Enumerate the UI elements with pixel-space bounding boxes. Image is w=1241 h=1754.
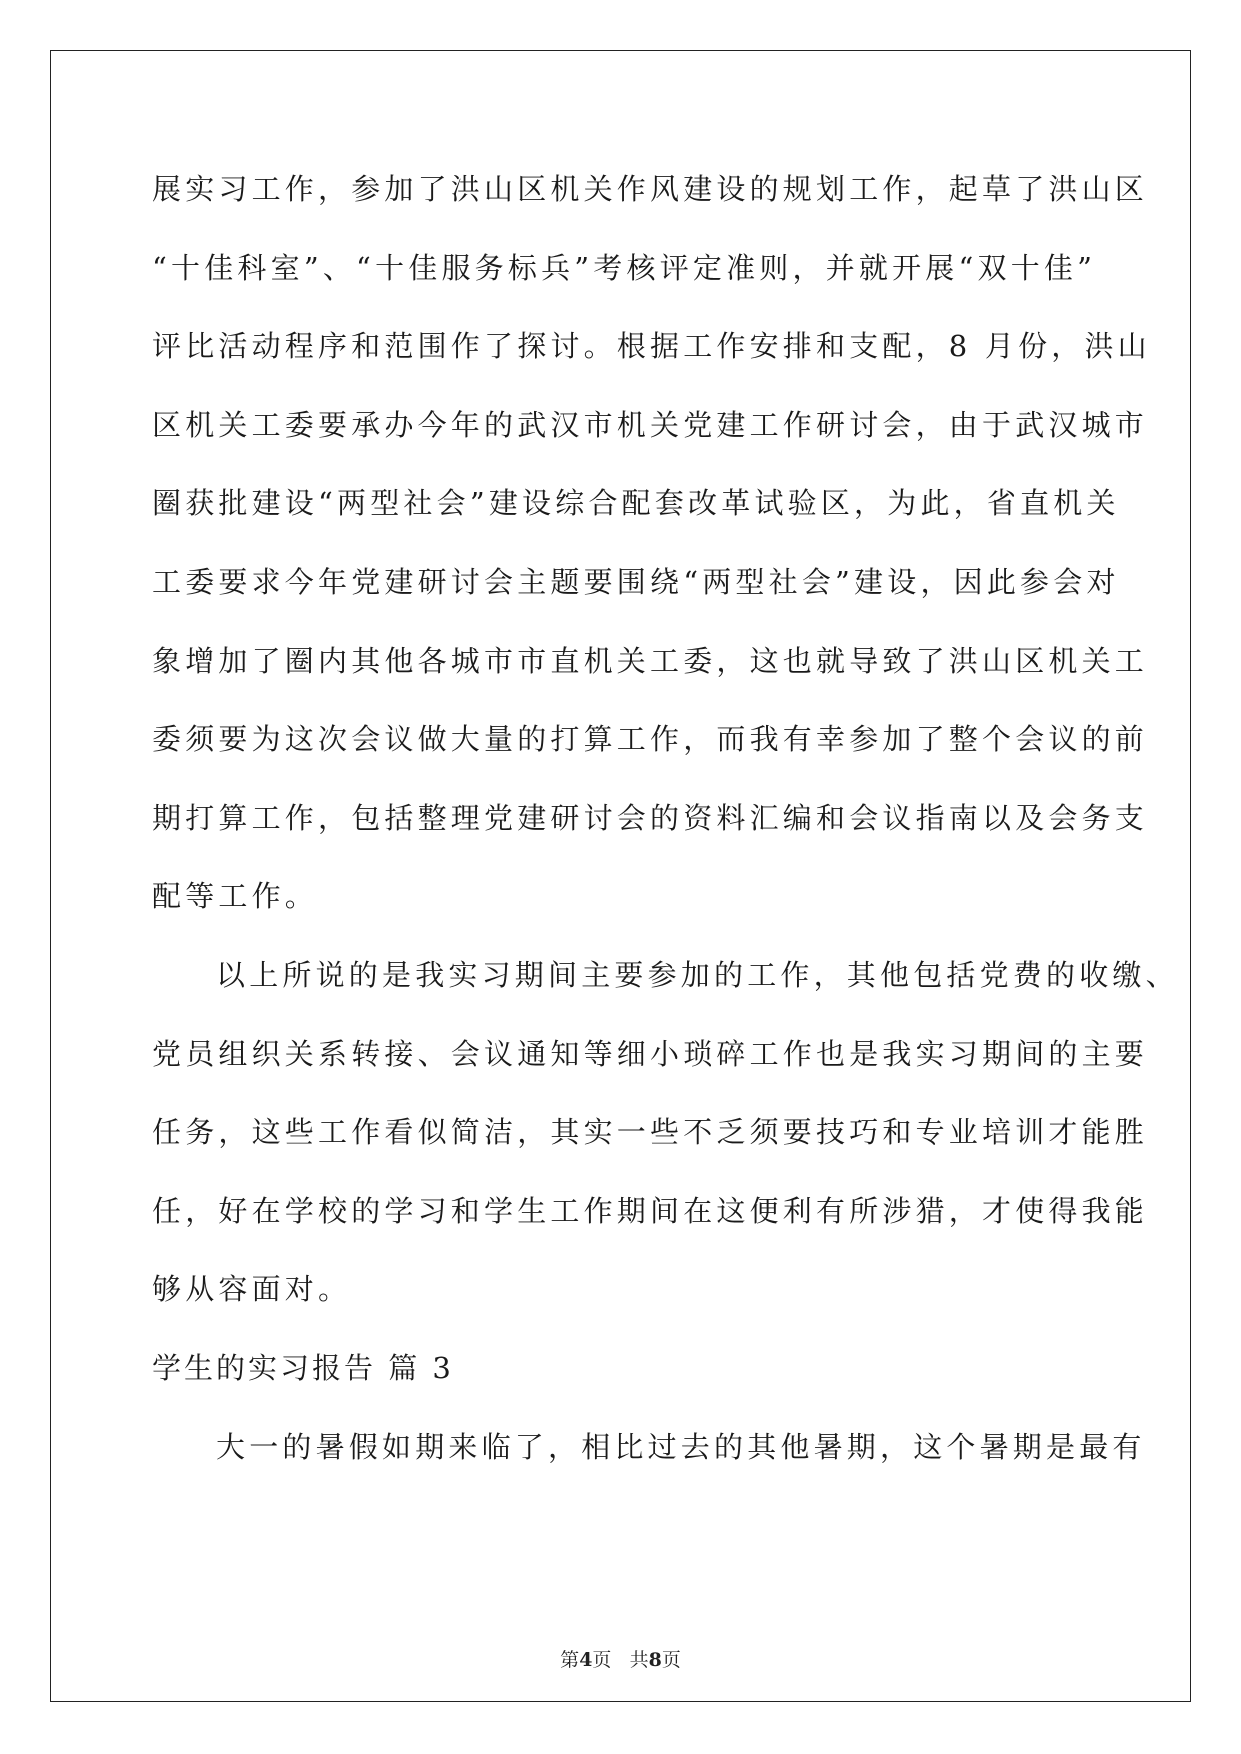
- paragraph-line: 期打算工作，包括整理党建研讨会的资料汇编和会议指南以及会务支: [152, 800, 1149, 835]
- footer-total-unit: 页: [661, 1649, 681, 1671]
- footer-total-pages: 8: [648, 1649, 662, 1671]
- footer-total-prefix: 共: [629, 1649, 649, 1671]
- footer-page-unit: 页: [592, 1649, 612, 1671]
- paragraph-line: 评比活动程序和范围作了探讨。根据工作安排和支配，8 月份，洪山: [152, 329, 1151, 364]
- section-heading: 学生的实习报告 篇 3: [152, 1350, 454, 1385]
- document-body: [152, 150, 1179, 1486]
- paragraph-line: 圈获批建设“两型社会”建设综合配套改革试验区，为此，省直机关: [152, 486, 1120, 521]
- paragraph-line: 配等工作。: [152, 879, 319, 914]
- paragraph-line: 象增加了圈内其他各城市市直机关工委，这也就导致了洪山区机关工: [152, 643, 1149, 678]
- paragraph-line: 够从容面对。: [152, 1272, 352, 1307]
- footer-prefix: 第: [560, 1649, 580, 1671]
- paragraph-line: 委须要为这次会议做大量的打算工作，而我有幸参加了整个会议的前: [152, 722, 1149, 757]
- paragraph-line: 区机关工委要承办今年的武汉市机关党建工作研讨会，由于武汉城市: [152, 407, 1149, 442]
- page-footer: [0, 1645, 1241, 1672]
- paragraph-line: 大一的暑假如期来临了，相比过去的其他暑期，这个暑期是最有: [216, 1429, 1146, 1464]
- footer-page-number: 4: [579, 1649, 593, 1671]
- paragraph-line: 展实习工作，参加了洪山区机关作风建设的规划工作，起草了洪山区: [152, 172, 1149, 206]
- paragraph-line: 以上所说的是我实习期间主要参加的工作，其他包括党费的收缴、: [216, 957, 1179, 992]
- paragraph-line: “十佳科室”、“十佳服务标兵”考核评定准则，并就开展“双十佳”: [152, 250, 1097, 285]
- paragraph-line: 工委要求今年党建研讨会主题要围绕“两型社会”建设，因此参会对: [152, 564, 1120, 599]
- paragraph-line: 任，好在学校的学习和学生工作期间在这便利有所涉猎，才使得我能: [152, 1193, 1149, 1228]
- paragraph-line: 任务，这些工作看似简洁，其实一些不乏须要技巧和专业培训才能胜: [152, 1115, 1149, 1150]
- paragraph-line: 党员组织关系转接、会议通知等细小琐碎工作也是我实习期间的主要: [152, 1036, 1149, 1071]
